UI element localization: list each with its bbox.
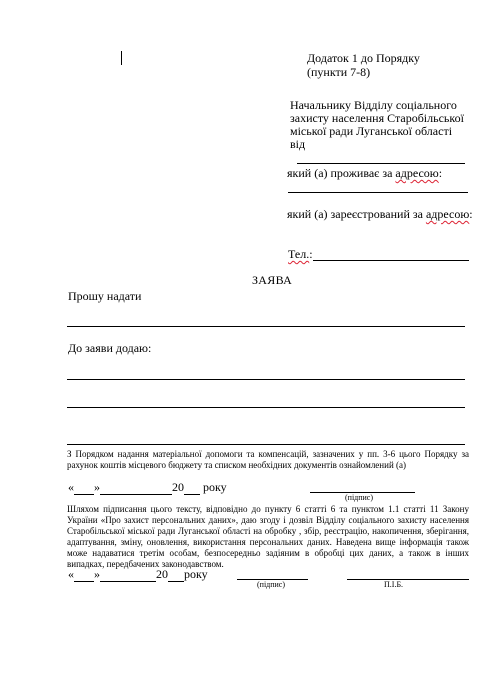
addressee-line-1: Начальнику Відділу соціального bbox=[290, 98, 457, 112]
name-line[interactable] bbox=[347, 579, 469, 580]
addressee-line-3: міської ради Луганської області bbox=[290, 124, 453, 138]
attach-line-3[interactable] bbox=[67, 444, 465, 445]
date-line-1: « » 20 року bbox=[68, 480, 227, 494]
registered-label: який (а) зареєстрований за адресою: bbox=[287, 207, 473, 221]
appendix-line-1: Додаток 1 до Порядку bbox=[307, 51, 420, 65]
attach-line-1[interactable] bbox=[67, 379, 465, 380]
year-blank-1[interactable] bbox=[184, 481, 200, 495]
attach-label: До заяви додаю: bbox=[68, 341, 152, 355]
residence-label-underlined-word: адресою bbox=[395, 166, 439, 180]
year-blank-2[interactable] bbox=[168, 568, 184, 582]
addressee-line-4: від bbox=[290, 137, 306, 151]
signature-caption-2: (підпис) bbox=[257, 580, 286, 589]
phone-label: Тел.: bbox=[288, 247, 313, 261]
day-blank-2[interactable] bbox=[74, 568, 94, 582]
name-caption: П.І.Б. bbox=[384, 580, 404, 589]
residence-label: який (а) проживає за адресою: bbox=[287, 166, 443, 180]
phone-line[interactable] bbox=[313, 260, 469, 261]
request-line[interactable] bbox=[67, 326, 465, 327]
day-blank-1[interactable] bbox=[74, 481, 94, 495]
document-title: ЗАЯВА bbox=[252, 273, 293, 287]
month-blank-1[interactable] bbox=[100, 481, 172, 495]
footnote-text: З Порядком надання матеріальної допомоги та компенсацій, зазначених у пп. 3-6 цього Порядку за рахунок коштів місцевого бюджету та списком необхідних документів ознайомлений (а) bbox=[67, 449, 469, 470]
month-blank-2[interactable] bbox=[100, 568, 156, 582]
addressee-line-2: захисту населення Старобільської bbox=[290, 111, 464, 125]
consent-text: Шляхом підписання цього тексту, відповідно до пункту 6 статті 6 та пунктом 1.1 статті 11 Закону України «Про захист персональних даних», даю згоду і дозвіл Відділу соціального захисту населення Старобільської міської ради Луганської області на обробку , збір, реєстрацію, накопичення, зберігання, адаптування, зміну, оновлення, використання персональних даних. Наведена вище інформація також може надаватися третім особам, безпосередньо задіяним в обробці цих даних, а також в інших випадках, передбачених законодавством. bbox=[67, 504, 469, 569]
date-line-2: « » 20 року bbox=[68, 567, 208, 581]
request-label: Прошу надати bbox=[68, 289, 142, 303]
signature-caption-1: (підпис) bbox=[345, 493, 374, 502]
residence-line[interactable] bbox=[288, 192, 468, 193]
from-name-line[interactable] bbox=[297, 163, 465, 164]
attach-line-2[interactable] bbox=[67, 407, 465, 408]
registered-label-underlined-word: адресою bbox=[425, 207, 470, 221]
text-cursor bbox=[121, 51, 122, 65]
appendix-line-2: (пункти 7-8) bbox=[307, 65, 371, 79]
